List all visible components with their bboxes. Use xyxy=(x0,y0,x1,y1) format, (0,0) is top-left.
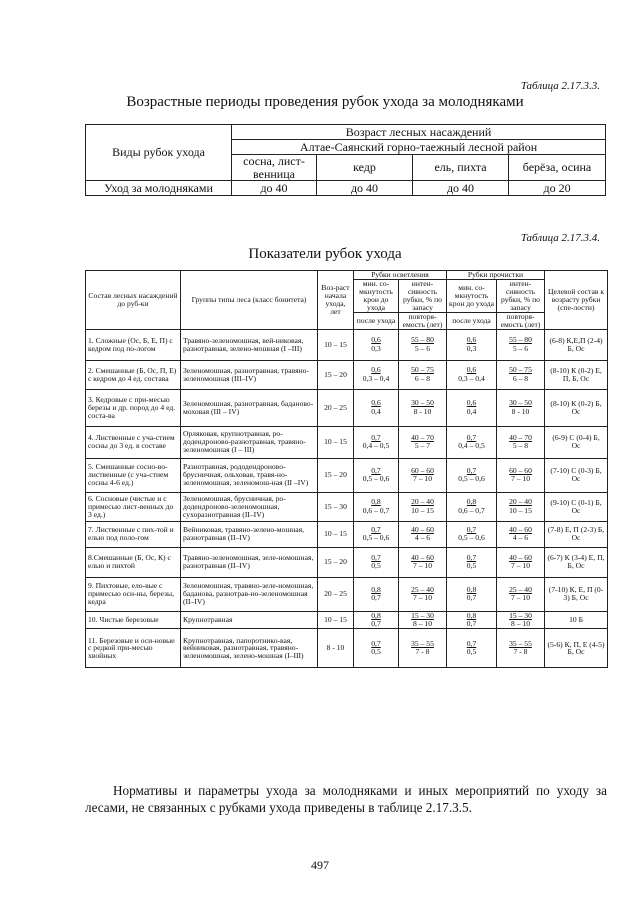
numerator: 0,7 xyxy=(466,524,477,534)
start-age-cell: 20 – 25 xyxy=(318,389,354,426)
start-age-cell: 10 – 15 xyxy=(318,426,354,458)
thinning-indicators-table xyxy=(85,270,608,668)
row-value: до 20 xyxy=(509,181,606,196)
denominator: 0,7 xyxy=(466,619,477,629)
start-age-cell: 15 – 30 xyxy=(318,492,354,521)
osv-intensity-cell xyxy=(399,389,447,426)
osv-intensity-cell xyxy=(399,329,447,360)
composition-cell: 5. Смешанные сосно-во-лиственные (с уча-стием сосны 4-6 ед.) xyxy=(86,458,181,492)
col-header-intensity: интен-сивность рубки, % по запасу xyxy=(497,279,545,312)
fraction xyxy=(411,640,434,657)
fraction xyxy=(467,612,477,629)
fraction xyxy=(509,640,532,657)
numerator: 40 – 60 xyxy=(509,552,532,562)
osv-density-cell xyxy=(354,547,399,577)
numerator: 0,7 xyxy=(466,465,477,475)
forest-group-cell: Вейниковая, травяно-зелено-мошная, разнотравная (II–IV) xyxy=(181,521,318,547)
start-age-cell: 10 – 15 xyxy=(318,329,354,360)
fraction xyxy=(411,467,434,484)
osv-density-cell xyxy=(354,389,399,426)
composition-cell: 11. Березовые и оси-новые с редкой при-месью хвойных xyxy=(86,629,181,668)
proch-density-cell xyxy=(447,611,497,629)
col-header-prochistka: Рубки прочистки xyxy=(447,271,545,280)
osv-intensity-cell xyxy=(399,426,447,458)
fraction xyxy=(509,526,532,543)
fraction xyxy=(467,640,477,657)
numerator: 0,6 xyxy=(466,335,477,345)
row-value: до 40 xyxy=(232,181,317,196)
fraction xyxy=(509,554,532,571)
table-body xyxy=(86,329,608,668)
denominator: 0,4 xyxy=(466,406,477,416)
numerator: 60 – 60 xyxy=(509,465,532,475)
forest-group-cell: Травяно-зеленомошная, вей-никовая, разнотравная, зелено-мошная (I –III) xyxy=(181,329,318,360)
forest-group-cell: Разнотравная, рододендроново-брусничная, ольховая, травя-но-зеленомошная, зеленомош-ная (II –IV) xyxy=(181,458,318,492)
denominator: 8 - 10 xyxy=(413,406,432,416)
numerator: 55 – 80 xyxy=(411,335,434,345)
fraction xyxy=(509,498,532,515)
fraction xyxy=(411,336,434,353)
fraction xyxy=(371,554,381,571)
composition-cell: 3. Кедровые с при-месью березы и др. пород до 4 ед. соста-ва xyxy=(86,389,181,426)
forest-group-cell: Крупнотравная, папоротнико-вая, вейниковая, разнотравная, травяно-зеленомошная, зелено-мошная (I–III) xyxy=(181,629,318,668)
proch-intensity-cell xyxy=(497,329,545,360)
table-row xyxy=(86,577,608,611)
fraction xyxy=(371,640,381,657)
start-age-cell: 15 – 20 xyxy=(318,458,354,492)
table-row xyxy=(86,329,608,360)
numerator: 20 – 40 xyxy=(509,497,532,507)
species-header: кедр xyxy=(317,155,413,181)
composition-cell: 8.Смешанные (Б, Ос, К) с елью и пихтой xyxy=(86,547,181,577)
row-value: до 40 xyxy=(413,181,509,196)
table-row xyxy=(86,547,608,577)
proch-density-cell xyxy=(447,389,497,426)
proch-density-cell xyxy=(447,426,497,458)
fraction xyxy=(467,554,477,571)
fraction xyxy=(371,336,381,353)
numerator: 55 – 80 xyxy=(509,335,532,345)
numerator: 0,8 xyxy=(371,611,381,620)
numerator: 40 – 70 xyxy=(509,432,532,442)
table-row xyxy=(86,458,608,492)
col-header-region: Алтае-Саянский горно-таежный лесной район xyxy=(232,140,606,155)
col-header-intensity: интен-сивность рубки, % по запасу xyxy=(399,279,447,312)
numerator: 40 – 60 xyxy=(411,552,434,562)
numerator: 0,8 xyxy=(466,611,477,620)
species-header: ель, пихта xyxy=(413,155,509,181)
proch-intensity-cell xyxy=(497,521,545,547)
fraction xyxy=(411,554,434,571)
numerator: 0,8 xyxy=(371,584,381,594)
osv-density-cell xyxy=(354,629,399,668)
page-number: 497 xyxy=(311,858,329,872)
col-header-osvetlenie: Рубки осветления xyxy=(354,271,447,280)
denominator: 7 - 8 xyxy=(513,647,528,657)
denominator: 0,3 – 0,4 xyxy=(458,373,485,383)
denominator: 0,6 – 0,7 xyxy=(362,505,390,515)
col-header-age: Воз-раст начала ухода, лет xyxy=(318,271,354,330)
fraction xyxy=(411,586,434,603)
denominator: 0,5 xyxy=(466,647,477,657)
proch-intensity-cell xyxy=(497,389,545,426)
denominator: 0,5 – 0,6 xyxy=(362,474,390,484)
composition-cell: 1. Сложные (Ос, Б, Е, П) с кедром под по-логом xyxy=(86,329,181,360)
numerator: 35 – 55 xyxy=(509,639,532,649)
forest-group-cell: Орляковая, крупнотравная, ро-додендроново-разнотравная, травяно-зеленомошная (I – III) xyxy=(181,426,318,458)
table-row xyxy=(86,521,608,547)
osv-intensity-cell xyxy=(399,458,447,492)
species-header: сосна, лист-венница xyxy=(232,155,317,181)
numerator: 0,7 xyxy=(371,524,381,534)
numerator: 25 – 40 xyxy=(509,584,532,594)
fraction xyxy=(411,399,434,416)
fraction xyxy=(363,434,390,451)
proch-density-cell xyxy=(447,458,497,492)
start-age-cell: 10 – 15 xyxy=(318,521,354,547)
proch-density-cell xyxy=(447,577,497,611)
target-composition-cell: 10 Б xyxy=(545,611,608,629)
table-row xyxy=(86,389,608,426)
osv-density-cell xyxy=(354,458,399,492)
col-header-composition: Состав лесных насаждений до руб-ки xyxy=(86,271,181,330)
species-header: берёза, осина xyxy=(509,155,606,181)
forest-group-cell: Травяно-зеленомошная, зеле-номошная, разнотравная (II–IV) xyxy=(181,547,318,577)
fraction xyxy=(363,526,390,543)
table-row xyxy=(86,629,608,668)
osv-density-cell xyxy=(354,521,399,547)
target-composition-cell: (6-7) К (3-4) Е, П, Б, Ос xyxy=(545,547,608,577)
composition-cell: 10. Чистые березовые xyxy=(86,611,181,629)
denominator: 10 – 15 xyxy=(509,505,532,515)
denominator: 7 – 10 xyxy=(413,593,432,603)
osv-density-cell xyxy=(354,360,399,389)
numerator: 0,7 xyxy=(371,432,381,442)
fraction xyxy=(371,586,381,603)
col-header-repeat: повторя-емость (лет) xyxy=(497,312,545,329)
fraction xyxy=(363,366,390,383)
composition-cell: 4. Лиственные с уча-стием сосны до 3 ед. в составе xyxy=(86,426,181,458)
forest-group-cell: Зеленомошная, брусничная, ро-додендроново-зеленомошная, сухоразнотравная (II–IV) xyxy=(181,492,318,521)
numerator: 30 – 50 xyxy=(411,398,434,408)
denominator: 5 – 7 xyxy=(414,441,431,451)
col-header-repeat: повторя-емость (лет) xyxy=(399,312,447,329)
numerator: 0,6 xyxy=(371,365,381,375)
denominator: 7 – 10 xyxy=(511,561,530,571)
fraction xyxy=(509,467,532,484)
numerator: 0,7 xyxy=(371,552,381,562)
denominator: 0,7 xyxy=(371,619,381,629)
fraction xyxy=(458,467,485,484)
col-header-groups: Группы типы леса (класс бонитета) xyxy=(181,271,318,330)
denominator: 0,4 xyxy=(371,406,381,416)
col-header-after: после ухода xyxy=(447,312,497,329)
osv-intensity-cell xyxy=(399,492,447,521)
denominator: 0,7 xyxy=(371,593,381,603)
target-composition-cell: (5-6) К, П, Е (4-5) Б, Ос xyxy=(545,629,608,668)
numerator: 15 – 30 xyxy=(411,611,434,620)
denominator: 5 – 6 xyxy=(414,343,431,353)
denominator: 0,6 – 0,7 xyxy=(458,505,485,515)
numerator: 0,7 xyxy=(466,639,477,649)
osv-density-cell xyxy=(354,577,399,611)
osv-intensity-cell xyxy=(399,611,447,629)
denominator: 7 – 10 xyxy=(511,593,530,603)
numerator: 40 – 60 xyxy=(509,524,532,534)
fraction xyxy=(371,612,381,629)
numerator: 0,8 xyxy=(466,584,477,594)
denominator: 5 – 6 xyxy=(512,343,529,353)
row-label: Уход за молодняками xyxy=(86,181,232,196)
fraction xyxy=(467,336,477,353)
osv-intensity-cell xyxy=(399,521,447,547)
target-composition-cell: (8-10) К (0-2) Б, Ос xyxy=(545,389,608,426)
body-paragraph: Нормативы и параметры ухода за молодняками и иных мероприятий по уходу за лесами, не связанных с рубками ухода приведены в таблице 2.17.3.5. xyxy=(85,783,607,816)
col-header-min-density: мин. со-мкнутость крон до ухода xyxy=(447,279,497,312)
osv-density-cell xyxy=(354,611,399,629)
target-composition-cell: (7-8) Е, П (2-3) Б, Ос xyxy=(545,521,608,547)
denominator: 5 – 8 xyxy=(512,441,529,451)
forest-group-cell: Крупнотравная xyxy=(181,611,318,629)
numerator: 25 – 40 xyxy=(411,584,434,594)
proch-intensity-cell xyxy=(497,629,545,668)
fraction xyxy=(411,526,434,543)
numerator: 40 – 70 xyxy=(411,432,434,442)
numerator: 15 – 30 xyxy=(509,611,532,620)
start-age-cell: 20 – 25 xyxy=(318,577,354,611)
forest-group-cell: Зеленомошная, разнотравная, травяно-зеленомошная (III–IV) xyxy=(181,360,318,389)
composition-cell: 7. Лиственные с пих-той и елью под поло-гом xyxy=(86,521,181,547)
denominator: 0,5 – 0,6 xyxy=(362,533,390,543)
fraction xyxy=(509,434,532,451)
table-row xyxy=(86,360,608,389)
col-header-age: Возраст лесных насаждений xyxy=(232,125,606,140)
fraction xyxy=(411,612,434,629)
numerator: 60 – 60 xyxy=(411,465,434,475)
numerator: 0,6 xyxy=(466,398,477,408)
proch-intensity-cell xyxy=(497,577,545,611)
numerator: 30 – 50 xyxy=(509,398,532,408)
composition-cell: 9. Пихтовые, ело-вые с примесью оси-ны, березы, кедра xyxy=(86,577,181,611)
fraction xyxy=(363,498,390,515)
start-age-cell: 8 - 10 xyxy=(318,629,354,668)
numerator: 0,6 xyxy=(371,335,381,345)
start-age-cell: 15 – 20 xyxy=(318,547,354,577)
proch-intensity-cell xyxy=(497,426,545,458)
osv-density-cell xyxy=(354,426,399,458)
osv-intensity-cell xyxy=(399,360,447,389)
osv-intensity-cell xyxy=(399,547,447,577)
table1-label: Таблица 2.17.3.3. xyxy=(520,80,600,92)
numerator: 0,6 xyxy=(466,365,477,375)
osv-intensity-cell xyxy=(399,629,447,668)
age-periods-table xyxy=(85,124,606,196)
denominator: 0,5 xyxy=(371,561,381,571)
forest-group-cell: Зеленомошная, разнотравная, баданово-моховая (III – IV) xyxy=(181,389,318,426)
target-composition-cell: (6-9) С (0-4) Б, Ос xyxy=(545,426,608,458)
target-composition-cell: (9-10) С (0-1) Б, Ос xyxy=(545,492,608,521)
numerator: 0,6 xyxy=(371,398,381,408)
fraction xyxy=(411,434,434,451)
osv-density-cell xyxy=(354,329,399,360)
numerator: 0,7 xyxy=(371,465,381,475)
table2-label: Таблица 2.17.3.4. xyxy=(520,232,600,244)
col-header-min-density: мин. со-мкнутость крон до ухода xyxy=(354,279,399,312)
denominator: 4 – 6 xyxy=(512,533,529,543)
fraction xyxy=(458,526,485,543)
fraction xyxy=(509,336,532,353)
col-header-after: после ухода xyxy=(354,312,399,329)
denominator: 0,5 xyxy=(371,647,381,657)
denominator: 0,5 – 0,6 xyxy=(458,533,485,543)
col-header-target: Целевой состав к возрасту рубки (спе-лости) xyxy=(545,271,608,330)
denominator: 0,3 xyxy=(371,343,381,353)
composition-cell: 6. Сосновые (чистые и с примесью лист-венных до 3 ед.) xyxy=(86,492,181,521)
denominator: 6 – 8 xyxy=(512,373,529,383)
fraction xyxy=(509,586,532,603)
denominator: 7 – 10 xyxy=(511,474,530,484)
start-age-cell: 10 – 15 xyxy=(318,611,354,629)
row-value: до 40 xyxy=(317,181,413,196)
table-row xyxy=(86,426,608,458)
denominator: 10 – 15 xyxy=(411,505,434,515)
denominator: 7 - 8 xyxy=(415,647,430,657)
denominator: 8 – 10 xyxy=(511,619,530,629)
denominator: 0,5 – 0,6 xyxy=(458,474,485,484)
numerator: 50 – 75 xyxy=(509,365,532,375)
osv-density-cell xyxy=(354,492,399,521)
numerator: 35 – 55 xyxy=(411,639,434,649)
forest-group-cell: Зеленомошная, травяно-зеле-номошная, баданова, разнотрав-но-зеленомошная (II–IV) xyxy=(181,577,318,611)
denominator: 0,3 – 0,4 xyxy=(362,373,390,383)
numerator: 0,7 xyxy=(466,552,477,562)
fraction xyxy=(467,586,477,603)
fraction xyxy=(458,434,485,451)
numerator: 40 – 60 xyxy=(411,524,434,534)
denominator: 0,7 xyxy=(466,593,477,603)
fraction xyxy=(411,498,434,515)
denominator: 4 – 6 xyxy=(414,533,431,543)
denominator: 0,5 xyxy=(466,561,477,571)
proch-density-cell xyxy=(447,629,497,668)
proch-density-cell xyxy=(447,547,497,577)
numerator: 50 – 75 xyxy=(411,365,434,375)
table-row xyxy=(86,492,608,521)
table1-title: Возрастные периоды проведения рубок ухода за молодняками xyxy=(126,94,524,110)
fraction xyxy=(363,467,390,484)
numerator: 0,8 xyxy=(371,497,381,507)
proch-density-cell xyxy=(447,521,497,547)
denominator: 6 – 8 xyxy=(414,373,431,383)
denominator: 7 – 10 xyxy=(413,474,432,484)
composition-cell: 2. Смешанные (Б, Ос, П, Е) с кедром до 4 ед. состава xyxy=(86,360,181,389)
denominator: 8 - 10 xyxy=(511,406,530,416)
proch-intensity-cell xyxy=(497,360,545,389)
fraction xyxy=(458,498,485,515)
fraction xyxy=(509,366,532,383)
target-composition-cell: (7-10) С (0-3) Б, Ос xyxy=(545,458,608,492)
target-composition-cell: (6-8) К,Е,П (2-4) Б, Ос xyxy=(545,329,608,360)
fraction xyxy=(411,366,434,383)
fraction xyxy=(509,612,532,629)
target-composition-cell: (7-10) К, Е, П (0-3) Б, Ос xyxy=(545,577,608,611)
denominator: 0,4 – 0,5 xyxy=(362,441,390,451)
numerator: 0,8 xyxy=(466,497,477,507)
denominator: 0,4 – 0,5 xyxy=(458,441,485,451)
table2-title: Показатели рубок ухода xyxy=(248,246,402,262)
start-age-cell: 15 – 20 xyxy=(318,360,354,389)
numerator: 20 – 40 xyxy=(411,497,434,507)
fraction xyxy=(371,399,381,416)
fraction xyxy=(467,399,477,416)
target-composition-cell: (8-10) К (0-2) Е, П, Б, Ос xyxy=(545,360,608,389)
col-header-types: Виды рубок ухода xyxy=(86,125,232,181)
table-row xyxy=(86,181,606,196)
proch-intensity-cell xyxy=(497,492,545,521)
proch-density-cell xyxy=(447,360,497,389)
numerator: 0,7 xyxy=(466,432,477,442)
osv-intensity-cell xyxy=(399,577,447,611)
proch-intensity-cell xyxy=(497,547,545,577)
fraction xyxy=(509,399,532,416)
table-row xyxy=(86,611,608,629)
denominator: 0,3 xyxy=(466,343,477,353)
numerator: 0,7 xyxy=(371,639,381,649)
proch-density-cell xyxy=(447,329,497,360)
fraction xyxy=(458,366,485,383)
proch-intensity-cell xyxy=(497,611,545,629)
denominator: 7 – 10 xyxy=(413,561,432,571)
denominator: 8 – 10 xyxy=(413,619,432,629)
proch-intensity-cell xyxy=(497,458,545,492)
proch-density-cell xyxy=(447,492,497,521)
